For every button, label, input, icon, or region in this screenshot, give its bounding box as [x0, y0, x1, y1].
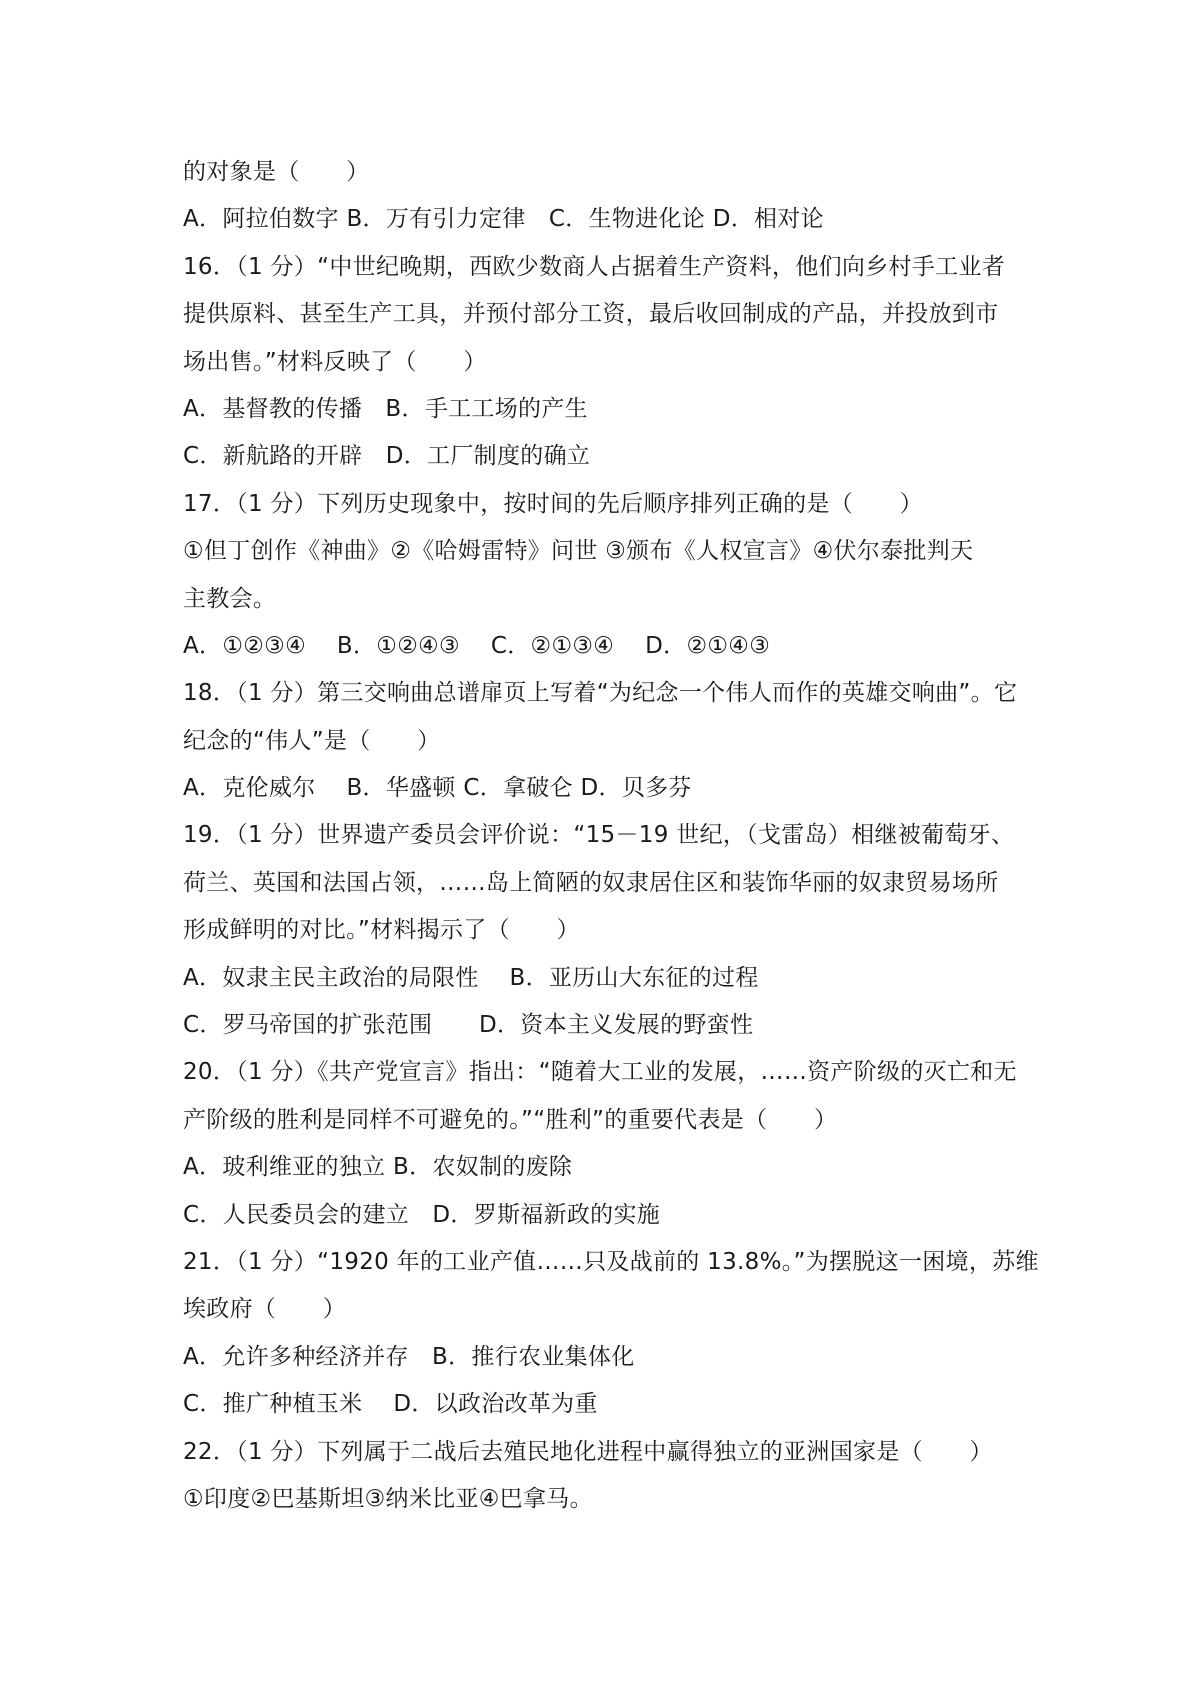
text-line: 19．（1 分）世界遗产委员会评价说：“15－19 世纪，（戈雷岛）相继被葡萄牙、 — [183, 822, 1015, 849]
text-line: 17．（1 分）下列历史现象中，按时间的先后顺序排列正确的是（ ） — [183, 490, 923, 517]
text-line: A．阿拉伯数字 B．万有引力定律 C．生物进化论 D．相对论 — [183, 206, 824, 233]
text-line: 埃政府（ ） — [183, 1296, 347, 1323]
text-line: A．基督教的传播 B．手工工场的产生 — [183, 395, 588, 422]
text-line: 形成鲜明的对比。”材料揭示了（ ） — [183, 917, 580, 944]
text-line: 20．（1 分）《共产党宣言》指出：“随着大工业的发展，……资产阶级的灭亡和无 — [183, 1059, 1017, 1086]
text-line — [183, 1523, 1043, 1570]
text-line — [183, 1571, 1043, 1618]
text-line: C．罗马帝国的扩张范围 D．资本主义发展的野蛮性 — [183, 1012, 754, 1039]
text-line: C．新航路的开辟 D．工厂制度的确立 — [183, 443, 591, 470]
text-line: A．奴隶主民主政治的局限性 B．亚历山大东征的过程 — [183, 964, 759, 991]
text-line: 荷兰、英国和法国占领，……岛上简陋的奴隶居住区和装饰华丽的奴隶贸易场所 — [183, 869, 999, 896]
text-line: A．克伦威尔 B．华盛顿 C．拿破仑 D．贝多芬 — [183, 775, 692, 802]
text-line: C．推广种植玉米 D．以政治改革为重 — [183, 1391, 598, 1418]
text-line: 场出售。”材料反映了（ ） — [183, 348, 487, 375]
text-line: 22．（1 分）下列属于二战后去殖民地化进程中赢得独立的亚洲国家是（ ） — [183, 1438, 993, 1465]
text-line: 纪念的“伟人”是（ ） — [183, 727, 441, 754]
question-text-block — [183, 149, 1043, 1618]
text-line: 21．（1 分）“1920 年的工业产值……只及战前的 13.8%。”为摆脱这一困境，苏维 — [183, 1248, 1039, 1275]
text-line: 的对象是（ ） — [183, 159, 370, 185]
text-line: A．允许多种经济并存 B．推行农业集体化 — [183, 1343, 635, 1370]
text-line: 18．（1 分）第三交响曲总谱扉页上写着“为纪念一个伟人而作的英雄交响曲”。它 — [183, 680, 1018, 707]
text-line: 产阶级的胜利是同样不可避免的。”“胜利”的重要代表是（ ） — [183, 1106, 838, 1133]
text-line: 16．（1 分）“中世纪晚期，西欧少数商人占据着生产资料，他们向乡村手工业者 — [183, 253, 1006, 280]
text-line: ①但丁创作《神曲》②《哈姆雷特》问世 ③颁布《人权宣言》④伏尔泰批判天 — [183, 538, 974, 565]
text-line: A．①②③④ B．①②④③ C．②①③④ D．②①④③ — [183, 632, 771, 659]
text-line: C．人民委员会的建立 D．罗斯福新政的实施 — [183, 1201, 661, 1228]
text-line: ①印度②巴基斯坦③纳米比亚④巴拿马。 — [183, 1485, 593, 1512]
text-line: A．玻利维亚的独立 B．农奴制的废除 — [183, 1154, 573, 1181]
text-line: 主教会。 — [183, 585, 277, 612]
text-line: 提供原料、甚至生产工具，并预付部分工资，最后收回制成的产品，并投放到市 — [183, 301, 999, 328]
